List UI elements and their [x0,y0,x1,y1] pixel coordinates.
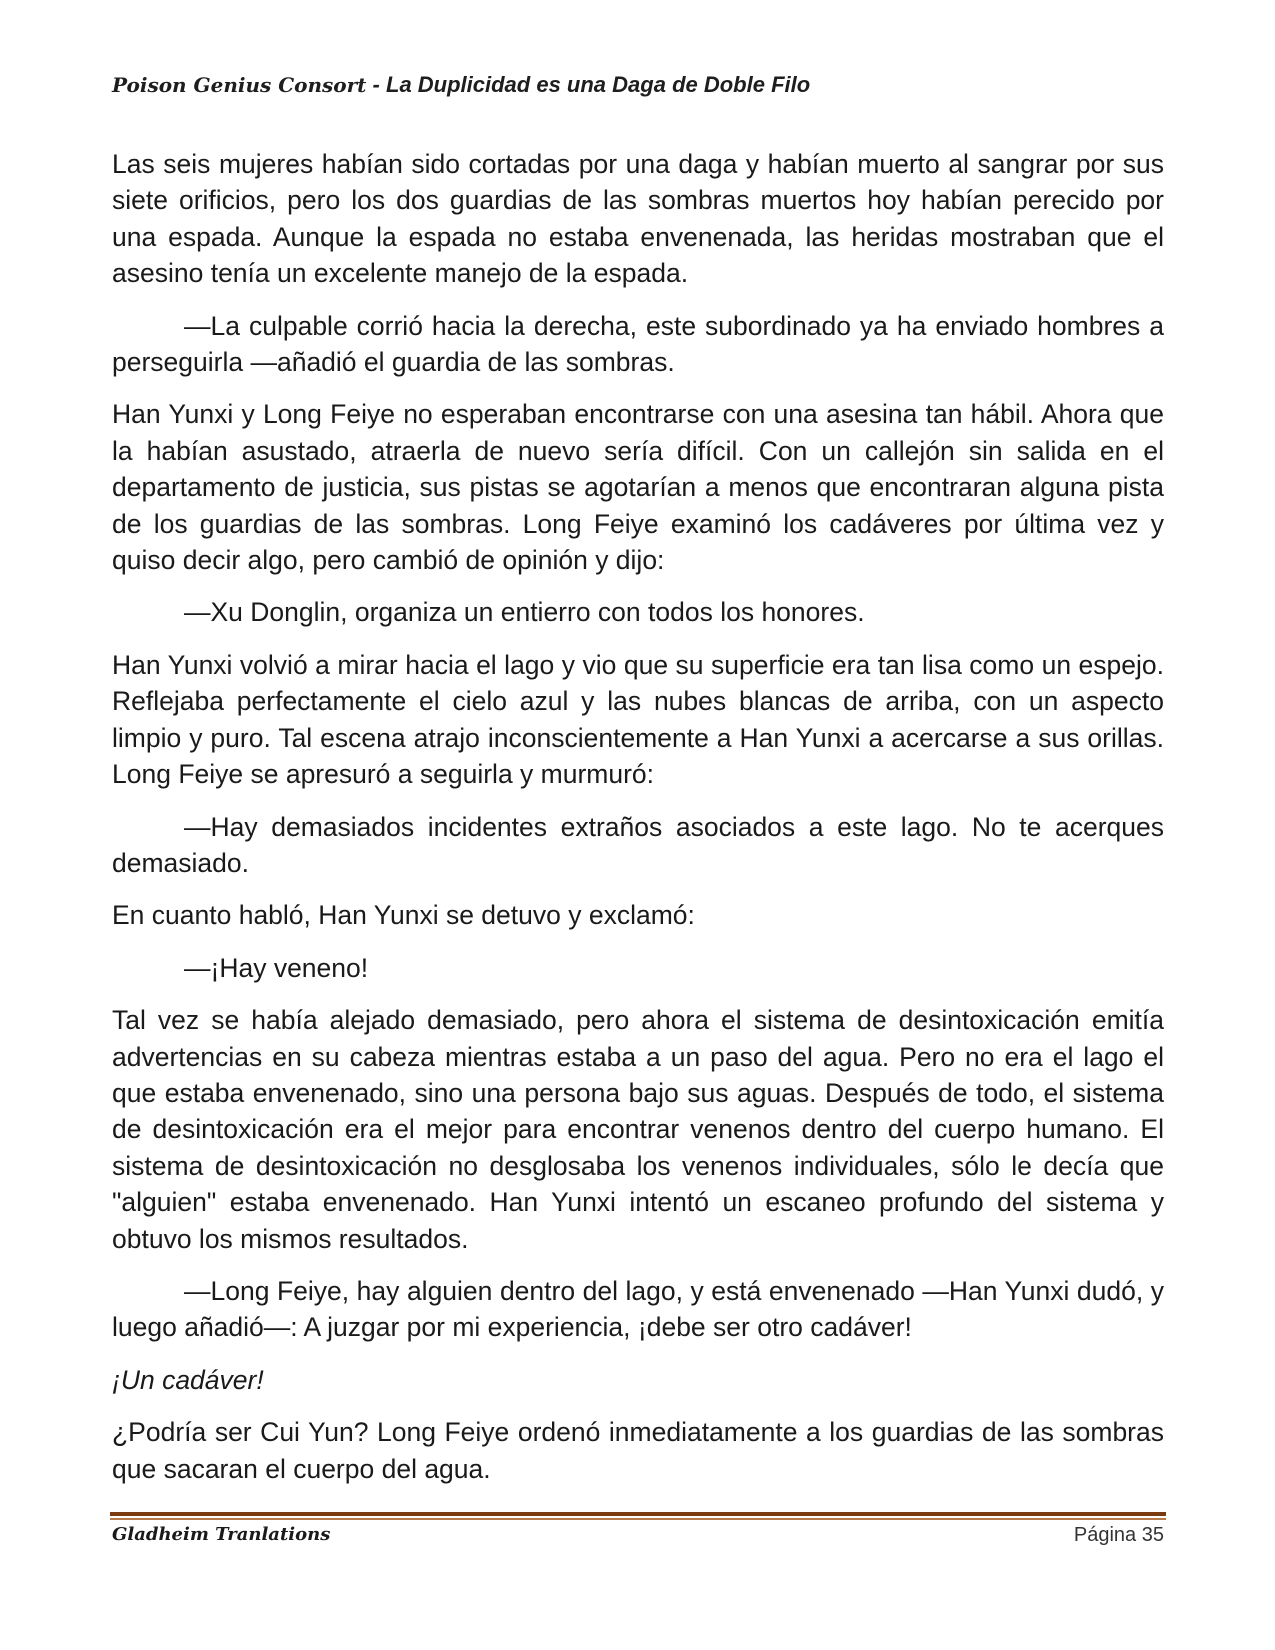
dialogue-paragraph: —La culpable corrió hacia la derecha, este subordinado ya ha enviado hombres a perseguirla —añadió el guardia de las sombras. [112,310,1164,378]
chapter-title: La Duplicidad es una Daga de Doble Filo [386,72,811,97]
paragraph: Las seis mujeres habían sido cortadas por una daga y habían muerto al sangrar por sus siete orificios, pero los dos guardias de las sombras muertos hoy habían perecido por una espada. Aunque la espada no estaba envenenada, las heridas mostraban que el asesino tenía un excelente manejo de la espada. [112,149,1164,289]
paragraph: Han Yunxi y Long Feiye no esperaban encontrarse con una asesina tan hábil. Ahora que la habían asustado, atraerla de nuevo sería difícil. Con un callejón sin salida en el departamento de justicia, sus pistas se agotarían a menos que encontraran alguna pista de los guardias de las sombras. Long Feiye examinó los cadáveres por última vez y quiso decir algo, pero cambió de opinión y dijo: [112,399,1164,576]
paragraph: Tal vez se había alejado demasiado, pero ahora el sistema de desintoxicación emitía advertencias en su cabeza mientras estaba a un paso del agua. Pero no era el lago el que estaba envenenado, sino una persona bajo sus aguas. Después de todo, el sistema de desintoxicación era el mejor para encontrar venenos dentro del cuerpo humano. El sistema de desintoxicación no desglosaba los venenos individuales, sólo le decía que "alguien" estaba envenenado. Han Yunxi intentó un escaneo profundo del sistema y obtuvo los mismos resultados. [112,1005,1164,1254]
footer-divider [110,1512,1166,1520]
body-text [112,146,1164,1503]
series-title: Poison Genius Consort [112,73,367,97]
paragraph: En cuanto habló, Han Yunxi se detuvo y exclamó: [112,900,695,931]
dialogue-paragraph: —Xu Donglin, organiza un entierro con todos los honores. [184,597,865,628]
page-number-value: 35 [1141,1524,1164,1546]
dialogue-paragraph: —Long Feiye, hay alguien dentro del lago, y está envenenado —Han Yunxi dudó, y luego añadió—: A juzgar por mi experiencia, ¡debe ser otro cadáver! [112,1275,1164,1343]
italic-paragraph: ¡Un cadáver! [112,1364,264,1395]
footer-divider-dark [110,1512,1166,1516]
page-label: Página [1073,1524,1137,1546]
dialogue-paragraph: —¡Hay veneno! [184,952,369,983]
paragraph: ¿Podría ser Cui Yun? Long Feiye ordenó inmediatamente a los guardias de las sombras que sacaran el cuerpo del agua. [112,1417,1164,1484]
dialogue-paragraph: —Hay demasiados incidentes extraños asociados a este lago. No te acerques demasiado. [112,811,1164,878]
page-header [112,72,1162,98]
header-separator: - [366,72,386,97]
publisher-name: Gladheim Tranlations [112,1524,331,1545]
paragraph: Han Yunxi volvió a mirar hacia el lago y vio que su superficie era tan lisa como un espejo. Reflejaba perfectamente el cielo azul y las nubes blancas de arriba, con un aspecto limpio y puro. Tal escena atrajo inconscientemente a Han Yunxi a acercarse a sus orillas. Long Feiye se apresuró a seguirla y murmuró: [112,649,1164,790]
page-number [1074,1524,1164,1547]
footer-divider-light [110,1518,1166,1520]
